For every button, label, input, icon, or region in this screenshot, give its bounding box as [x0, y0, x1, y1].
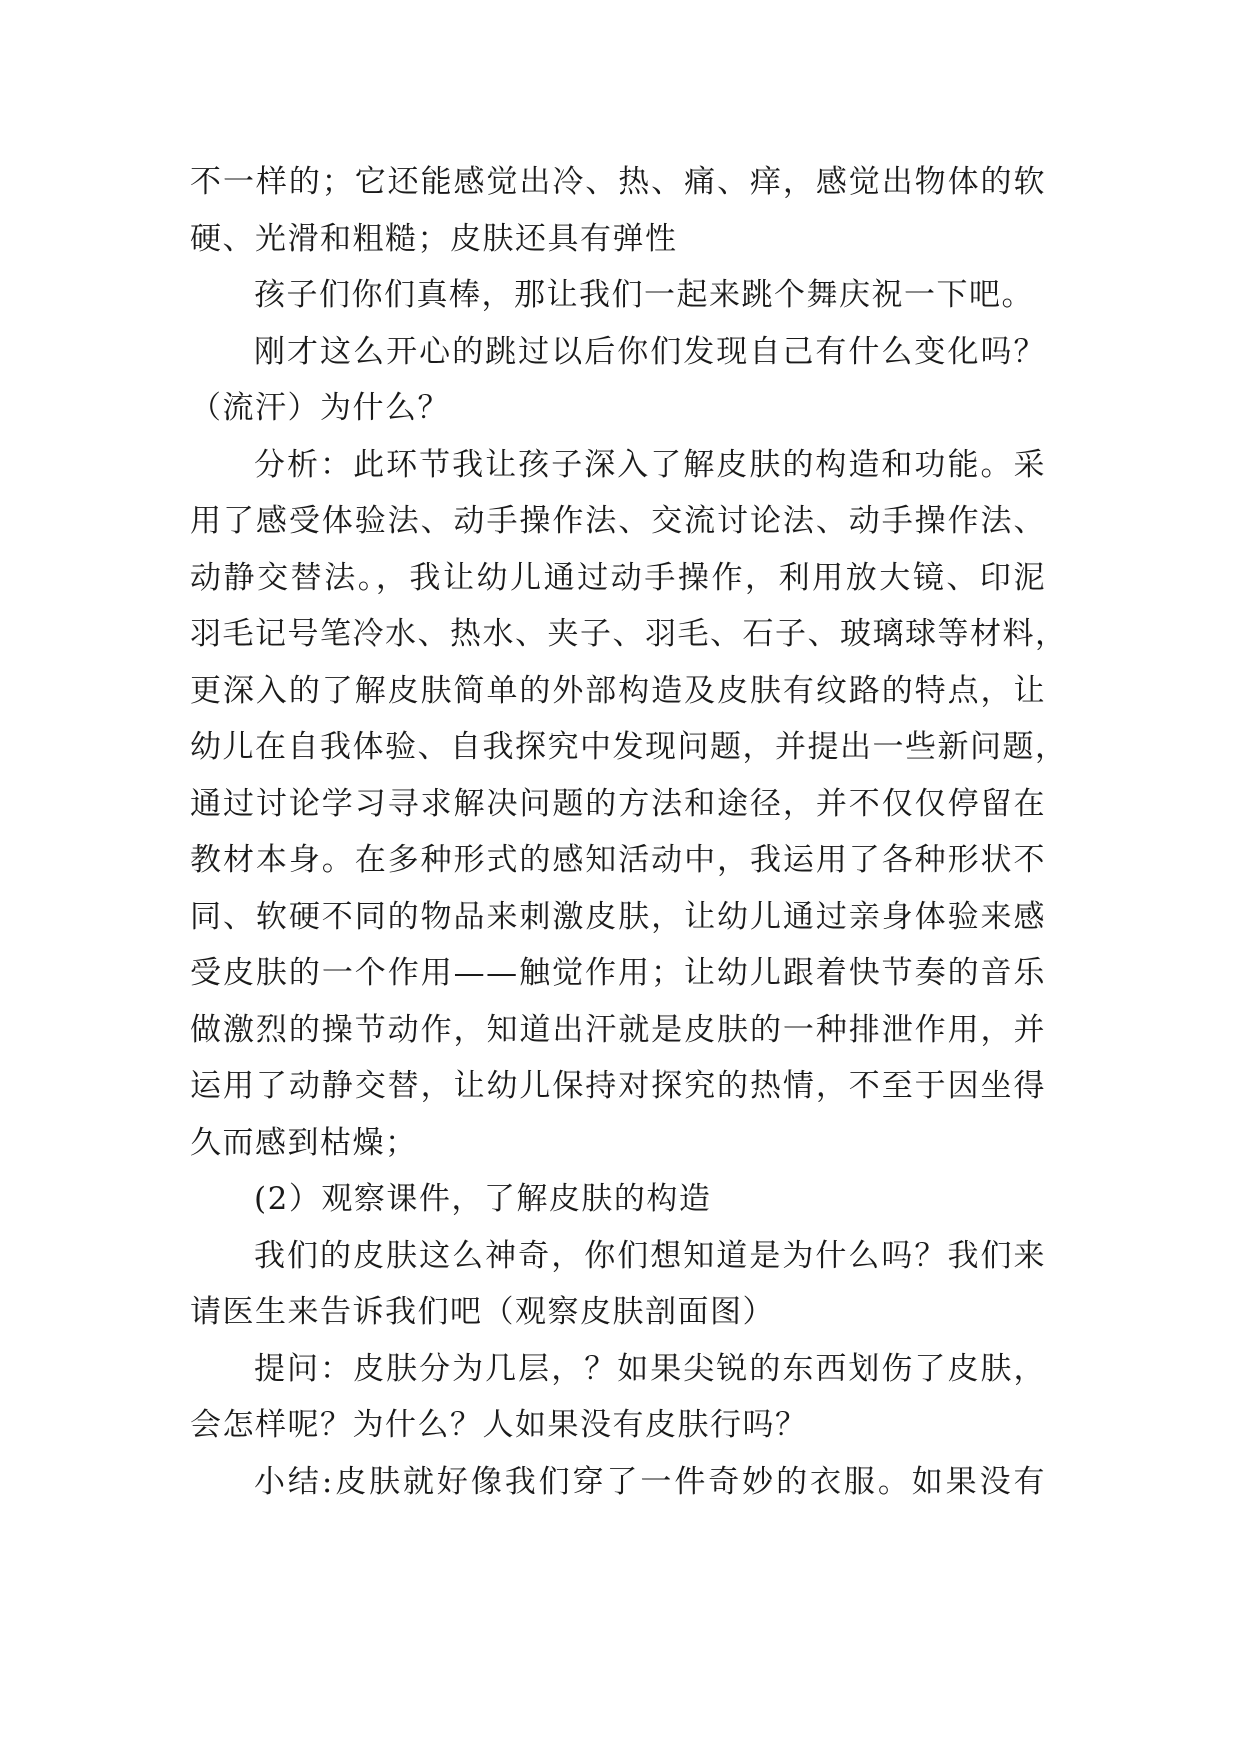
text-line: 刚才这么开心的跳过以后你们发现自己有什么变化吗？: [254, 333, 1046, 370]
text-line: 幼儿在自我体验、自我探究中发现问题，并提出一些新问题，: [190, 729, 1068, 765]
text-line: 同、软硬不同的物品来刺激皮肤，让幼儿通过亲身体验来感: [190, 898, 1046, 935]
text-line: 教材本身。在多种形式的感知活动中，我运用了各种形状不: [190, 842, 1046, 878]
text-line: 做激烈的操节动作，知道出汗就是皮肤的一种排泄作用，并: [190, 1011, 1046, 1048]
text-line: 羽毛记号笔冷水、热水、夹子、羽毛、石子、玻璃球等材料，: [190, 616, 1068, 652]
text-line: 受皮肤的一个作用——触觉作用；让幼儿跟着快节奏的音乐: [190, 955, 1046, 991]
text-line: 分析：此环节我让孩子深入了解皮肤的构造和功能。采: [254, 446, 1046, 483]
text-line: 运用了动静交替，让幼儿保持对探究的热情，不至于因坐得: [190, 1068, 1046, 1104]
text-line: 孩子们你们真棒，那让我们一起来跳个舞庆祝一下吧。: [254, 277, 1034, 313]
text-line: 通过讨论学习寻求解决问题的方法和途径，并不仅仅停留在: [190, 785, 1046, 822]
text-line: 久而感到枯燥；: [190, 1124, 418, 1161]
text-line: 提问：皮肤分为几层，？如果尖锐的东西划伤了皮肤，: [254, 1350, 1046, 1387]
text-line: 会怎样呢？为什么？人如果没有皮肤行吗？: [190, 1407, 808, 1443]
document-body: [190, 154, 1068, 1510]
text-line: 不一样的；它还能感觉出冷、热、痛、痒，感觉出物体的软: [190, 164, 1046, 200]
text-line: （流汗）为什么？: [190, 390, 450, 426]
text-line: 请医生来告诉我们吧（观察皮肤剖面图）: [190, 1294, 775, 1330]
text-line: 用了感受体验法、动手操作法、交流讨论法、动手操作法、: [190, 503, 1046, 539]
text-line: 我们的皮肤这么神奇，你们想知道是为什么吗？我们来: [254, 1237, 1046, 1274]
text-line: 小结:皮肤就好像我们穿了一件奇妙的衣服。如果没有: [254, 1463, 1046, 1500]
text-line: 硬、光滑和粗糙；皮肤还具有弹性: [190, 220, 678, 257]
text-line: 动静交替法。，我让幼儿通过动手操作，利用放大镜、印泥: [190, 559, 1046, 596]
text-line: 更深入的了解皮肤简单的外部构造及皮肤有纹路的特点，让: [190, 672, 1046, 709]
section-heading: (2）观察课件，了解皮肤的构造: [254, 1181, 712, 1217]
